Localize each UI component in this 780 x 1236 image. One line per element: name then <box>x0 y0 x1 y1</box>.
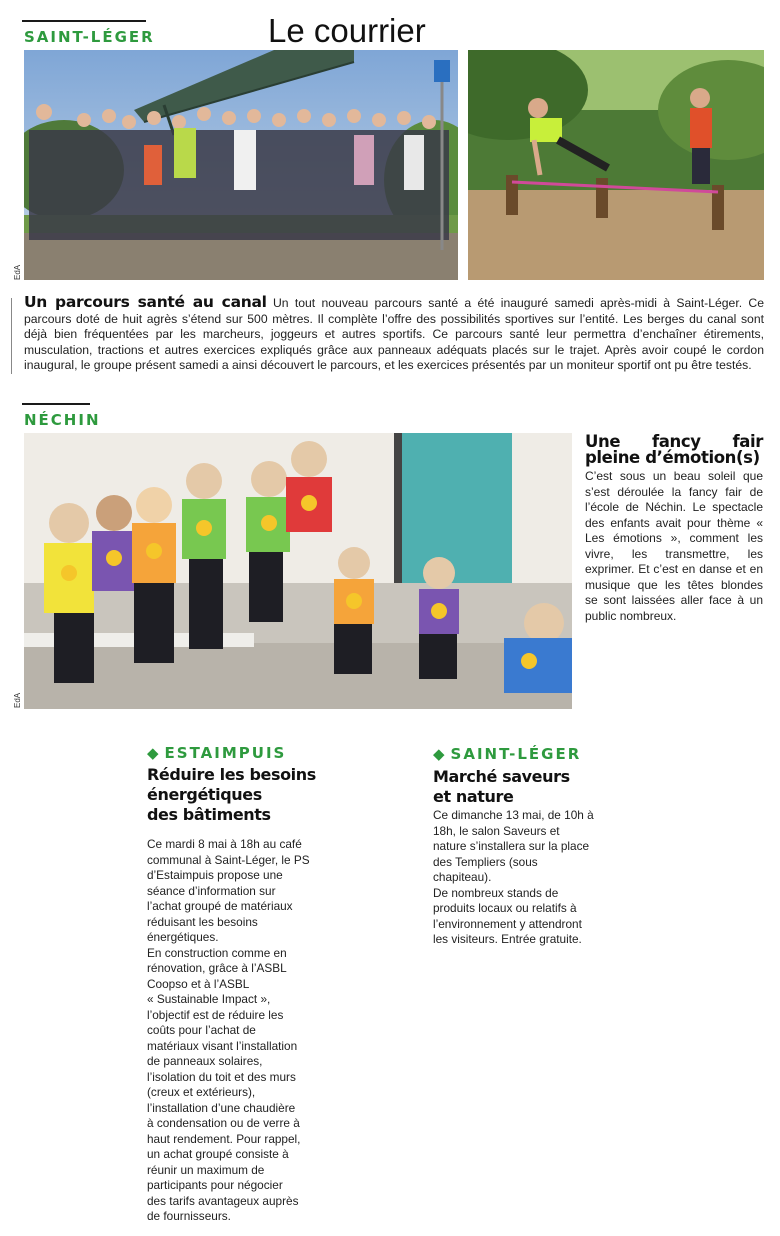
column-rule <box>11 298 12 374</box>
brief-headline-market: Marché saveurs et nature <box>433 767 570 806</box>
brief-kicker-label: SAINT-LÉGER <box>450 745 582 763</box>
fancy-fair-body: C’est sous un beau soleil que s’est déroulée la fancy fair de l’école de Néchin. Le spectacle des enfants avait pour thème « Les émotions », comment les vivre, les transmettre, les exprimer. Et c’est en danse et en musique que les têtes blondes se sont laissées aller face à un public nombreux. <box>585 469 763 623</box>
section-rule <box>22 403 90 405</box>
brief-body-market: Ce dimanche 13 mai, de 10h à 18h, le salon Saveurs et nature s’installera sur la place des Templiers (sous chapiteau). De nombreux stands de produits locaux ou relatifs à l’environnement y attendront les visiteurs. Entrée gratuite. <box>433 808 594 946</box>
brief-kicker-estaimpuis <box>147 744 286 762</box>
diamond-icon: ◆ <box>147 744 161 762</box>
group-photo <box>24 50 458 280</box>
fancy-fair-photo-illustration <box>24 433 572 709</box>
exercise-photo <box>468 50 764 280</box>
article-body: Un tout nouveau parcours santé a été inauguré samedi après-midi à Saint-Léger. Ce parcours doté de huit agrès s’étend sur 500 mètres. Il complète l’offre des possibilités sportives sur l’entité. Les berges du canal sont déjà bien fréquentées par les marcheurs, joggeurs et autres sportifs. Ce parcours santé leur permettra d’enchaîner étirements, musculation, tractions et autres exercices expliqués grâce aux panneaux adéquats placés sur le trajet. Après avoir coupé le cordon inaugural, le groupe présent samedi a ainsi découvert le parcours, et les exercices présentés par un moniteur sportif ont pu être testés. <box>24 296 764 373</box>
section-kicker-saint-leger: SAINT-LÉGER <box>24 28 155 46</box>
brief-kicker-saint-leger <box>433 745 581 763</box>
fancy-fair-photo <box>24 433 572 709</box>
article-saint-leger <box>24 295 764 374</box>
fancy-fair-headline: Une fancy fair pleine d’émotion(s) <box>585 432 763 467</box>
section-rule <box>22 20 146 22</box>
section-kicker-nechin: NÉCHIN <box>24 411 101 429</box>
brief-kicker-label: ESTAIMPUIS <box>164 744 287 762</box>
diamond-icon: ◆ <box>433 745 447 763</box>
article-headline: Un parcours santé au canal <box>24 293 267 311</box>
group-photo-illustration <box>24 50 458 280</box>
brief-headline-energy: Réduire les besoins énergétiques des bâtiments <box>147 765 316 824</box>
photo-credit: EdA <box>13 264 22 280</box>
brief-body-energy: Ce mardi 8 mai à 18h au café communal à Saint-Léger, le PS d’Estaimpuis propose une séance d’information sur l’achat groupé de matériaux réduisant les besoins énergétiques. En construction comme en rénovation, grâce à l’ASBL Coopso et à l’ASBL « Sustainable Impact », l’objectif est de réduire les coûts pour l’achat de matériaux visant l’installation de panneaux solaires, l’isolation du toit et des murs (creux et extérieurs), l’installation d’une chaudière à condensation ou de verre à haut rendement. Pour rappel, un achat groupé consiste à réunir un maximum de participants pour négocier des tarifs avantageux auprès de fournisseurs. <box>147 837 310 1223</box>
photo-credit: EdA <box>13 692 22 708</box>
exercise-photo-illustration <box>468 50 764 280</box>
masthead-title: Le courrier <box>268 12 426 49</box>
